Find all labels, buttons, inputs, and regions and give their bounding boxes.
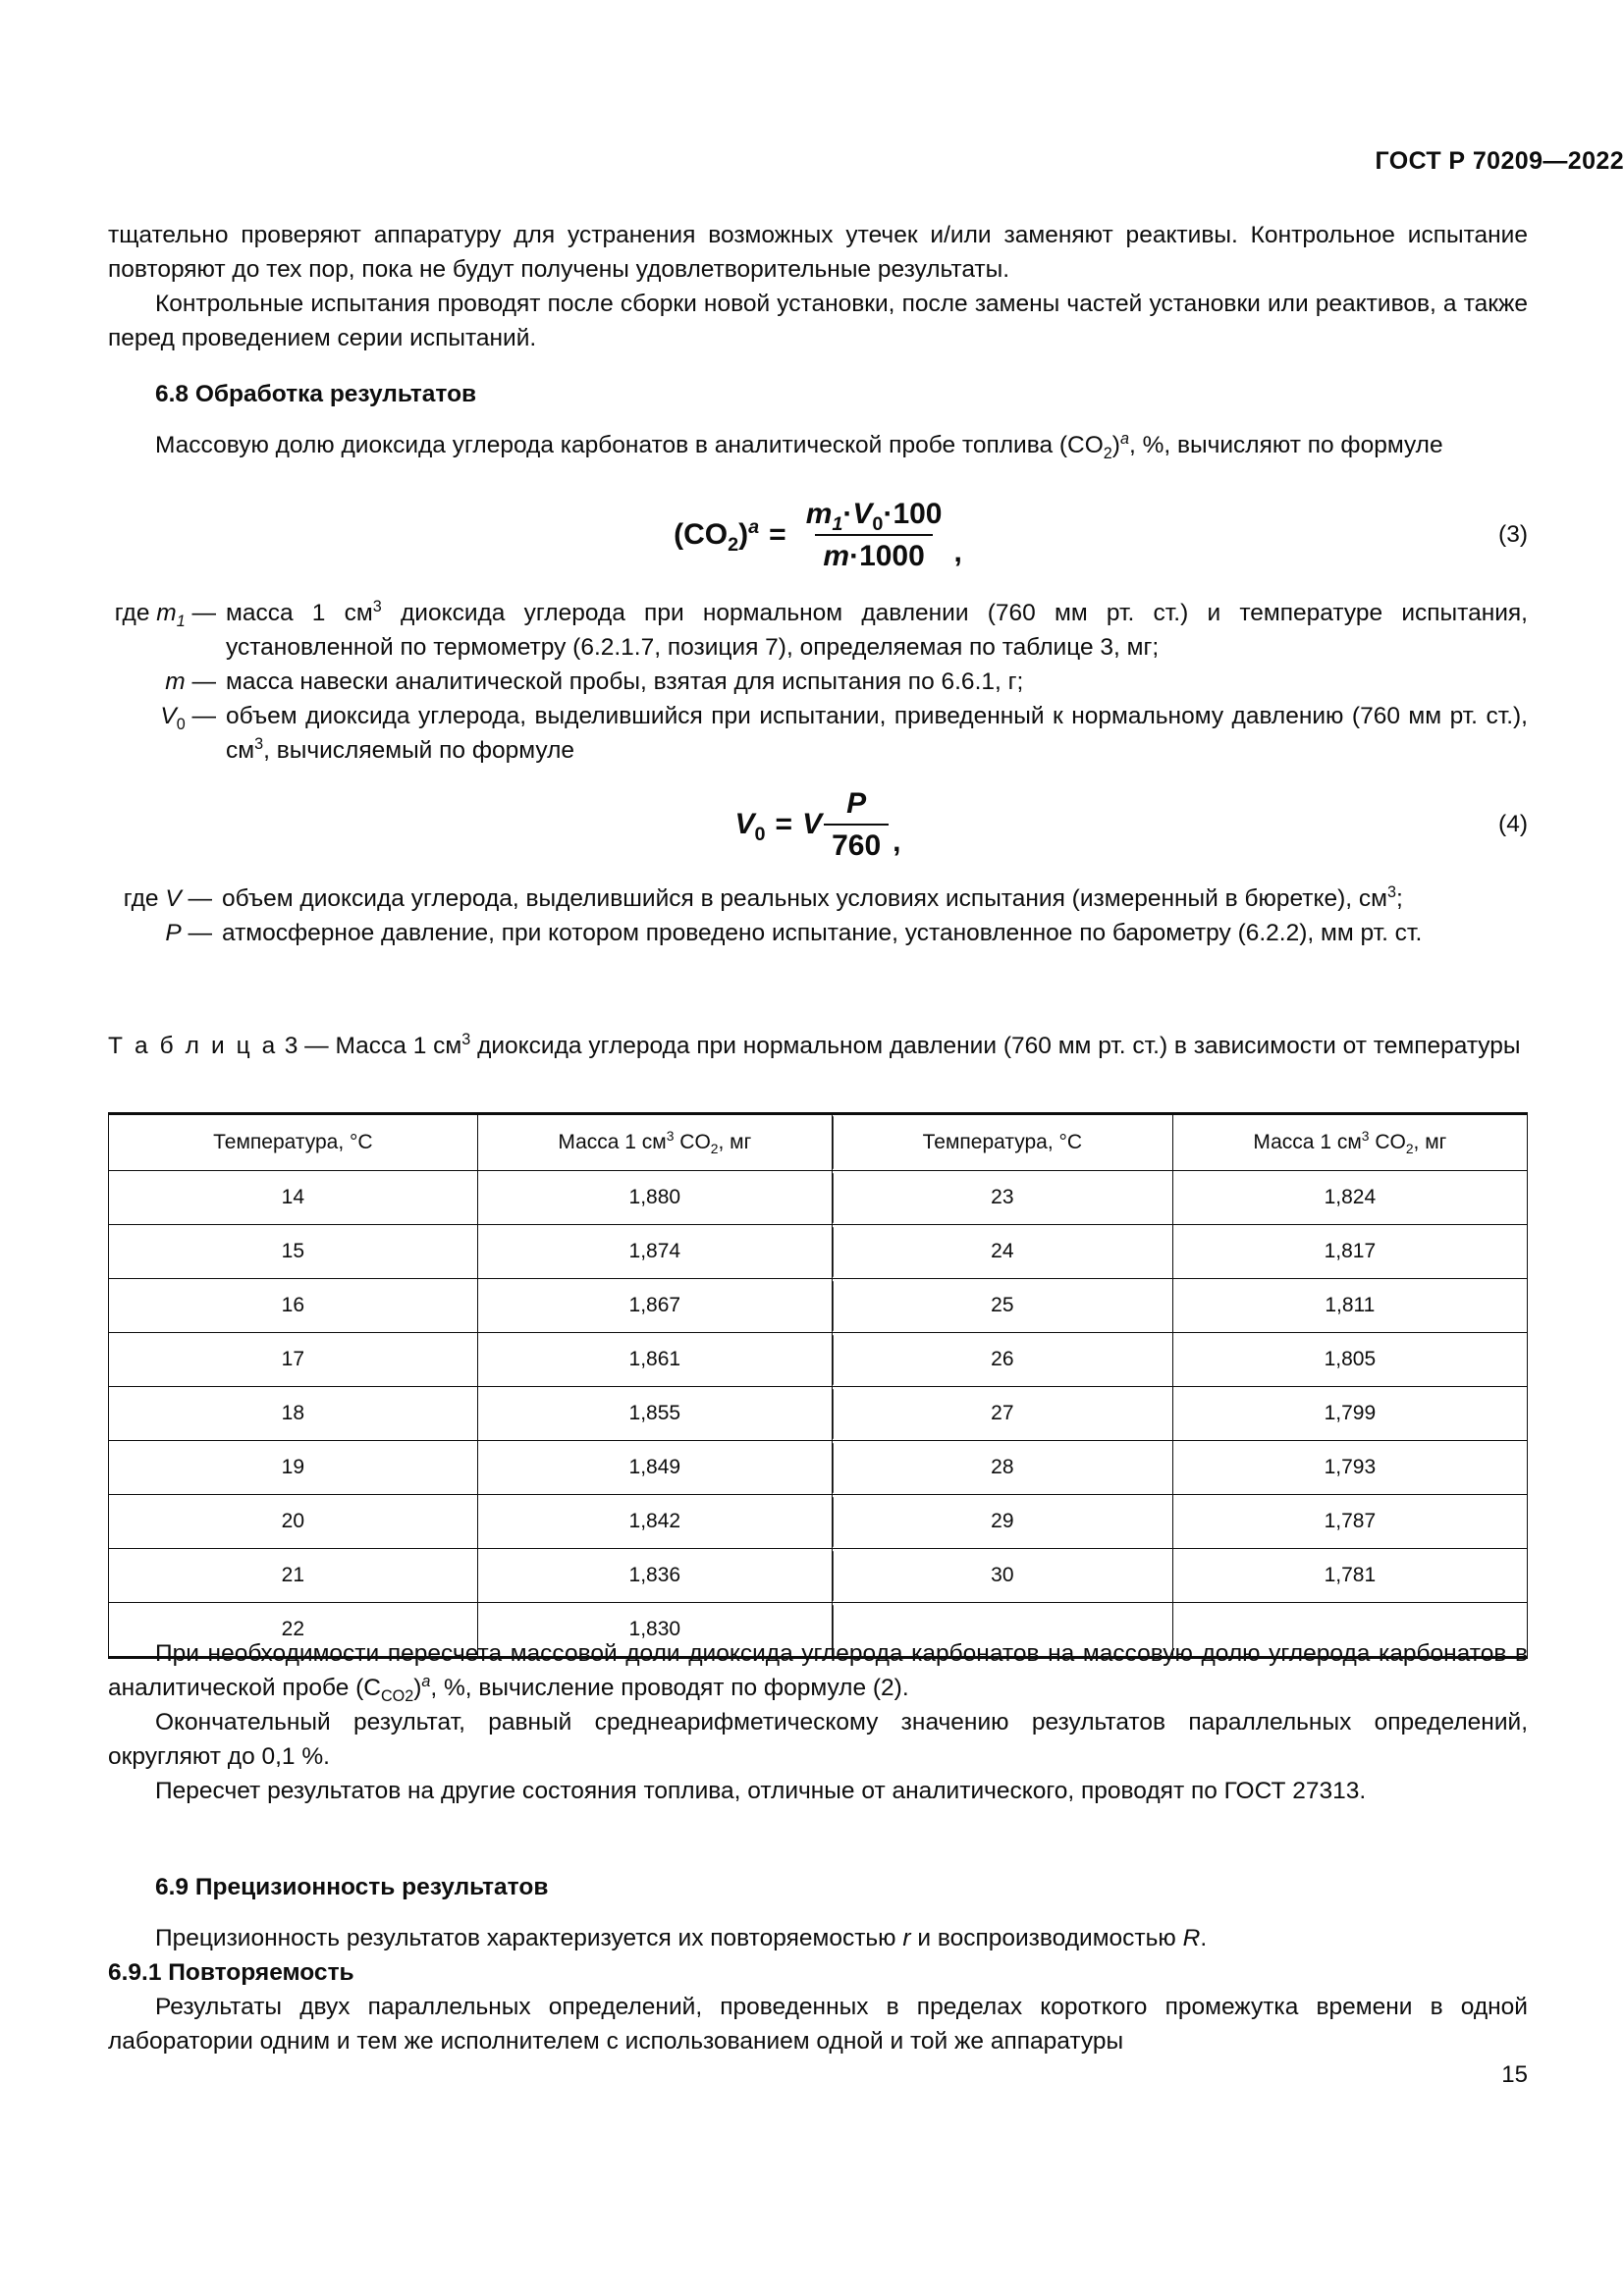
after-table-paragraph-2-block bbox=[108, 1705, 1528, 1774]
table-column-header-temperature-1: Температура, °C bbox=[109, 1114, 478, 1171]
table-cell-mass: 1,817 bbox=[1172, 1225, 1527, 1279]
formula-4-numerator: P bbox=[846, 786, 867, 820]
formula-3-number: (3) bbox=[1498, 521, 1528, 548]
table-column-header-mass-1: Масса 1 $см^3$ $CO_2$, мг bbox=[477, 1114, 832, 1171]
definition-term: где V — bbox=[123, 885, 212, 912]
table-cell-mass: 1,855 bbox=[477, 1387, 832, 1441]
definition-term: P — bbox=[165, 920, 212, 946]
formula-3-expression bbox=[674, 498, 962, 573]
section-6-9-1-heading-block bbox=[108, 1955, 1528, 1990]
definition-item bbox=[108, 699, 1528, 768]
table-cell-temperature: 21 bbox=[109, 1549, 478, 1603]
table-cell-temperature: 27 bbox=[832, 1387, 1172, 1441]
definition-item bbox=[108, 596, 1528, 665]
table-cell-mass: 1,849 bbox=[477, 1441, 832, 1495]
formula-3-trailing-comma: , bbox=[953, 535, 962, 568]
table-cell-mass: 1,842 bbox=[477, 1495, 832, 1549]
definition-item bbox=[108, 665, 1528, 699]
table-row bbox=[109, 1279, 1528, 1333]
intro-paragraph-1-block bbox=[108, 218, 1528, 287]
after-table-paragraph-3-block bbox=[108, 1774, 1528, 1808]
section-6-9-lead-text: Прецизионность результатов характеризуется их повторяемостью r и воспроизводимостью R. bbox=[155, 1925, 1208, 1951]
table-cell-temperature: 19 bbox=[109, 1441, 478, 1495]
table-3-wrapper bbox=[108, 1112, 1528, 1659]
page-number: 15 bbox=[1501, 2061, 1528, 2088]
table-caption-dash: — bbox=[304, 1033, 329, 1059]
formula-3-definitions bbox=[108, 596, 1528, 768]
table-cell-mass: 1,861 bbox=[477, 1333, 832, 1387]
table-column-header-mass-2: Масса 1 $см^3$ $CO_2$, мг bbox=[1172, 1114, 1527, 1171]
table-cell-mass: 1,830 bbox=[477, 1603, 832, 1658]
intro-paragraph-2: Контрольные испытания проводят после сборки новой установки, после замены частей установки или реактивов, а также перед проведением серии испытаний. bbox=[108, 291, 1528, 351]
table-cell-mass: 1,880 bbox=[477, 1171, 832, 1225]
table-cell-mass: 1,787 bbox=[1172, 1495, 1527, 1549]
table-caption-superscript: 3 bbox=[461, 1030, 471, 1048]
section-6-9-heading-block bbox=[108, 1870, 1528, 1904]
table-row bbox=[109, 1387, 1528, 1441]
table-cell-temperature: 26 bbox=[832, 1333, 1172, 1387]
table-caption-label: Т а б л и ц а bbox=[108, 1033, 278, 1059]
table-row bbox=[109, 1171, 1528, 1225]
table-caption-number: 3 bbox=[284, 1033, 298, 1059]
table-cell-temperature: 24 bbox=[832, 1225, 1172, 1279]
lead-subscript: 2 bbox=[1103, 444, 1112, 462]
formula-4-definitions bbox=[108, 881, 1528, 950]
section-6-9-lead-block bbox=[108, 1921, 1528, 1955]
table-caption-text-1: Масса 1 см bbox=[335, 1033, 462, 1059]
table-cell-temperature: 28 bbox=[832, 1441, 1172, 1495]
section-6-8-heading-block bbox=[108, 377, 1528, 411]
table-body bbox=[109, 1171, 1528, 1658]
table-cell-temperature: 29 bbox=[832, 1495, 1172, 1549]
formula-3-lhs: $(CO_2)^a$ bbox=[674, 516, 760, 556]
table-cell-mass: 1,867 bbox=[477, 1279, 832, 1333]
section-6-8-lead-block bbox=[108, 428, 1528, 462]
formula-3-equals: = bbox=[769, 518, 786, 551]
section-6-9-1-paragraph: Результаты двух параллельных определений, проведенных в пределах короткого промежутка времени в одной лаборатории одним и тем же исполнителем с использованием одной и той же аппаратуры bbox=[108, 1994, 1528, 2055]
document-header-standard-number: ГОСТ Р 70209—2022 bbox=[1375, 147, 1624, 175]
table-cell-temperature: 30 bbox=[832, 1549, 1172, 1603]
table-cell-mass: 1,811 bbox=[1172, 1279, 1527, 1333]
section-6-9-1-paragraph-block bbox=[108, 1990, 1528, 2058]
table-cell-temperature: 22 bbox=[109, 1603, 478, 1658]
after-table-paragraph-3: Пересчет результатов на другие состояния топлива, отличные от аналитического, проводят по ГОСТ 27313. bbox=[155, 1778, 1367, 1804]
table-cell-mass: 1,805 bbox=[1172, 1333, 1527, 1387]
after-table-paragraph-1-block bbox=[108, 1636, 1528, 1705]
formula-4-expression bbox=[735, 787, 901, 863]
table-3 bbox=[108, 1112, 1528, 1659]
section-6-9-1-heading: 6.9.1 Повторяемость bbox=[108, 1959, 354, 1986]
definition-term: m — bbox=[165, 668, 216, 695]
table-row bbox=[109, 1549, 1528, 1603]
table-cell-temperature: 18 bbox=[109, 1387, 478, 1441]
table-3-caption bbox=[108, 1029, 1528, 1063]
formula-4-trailing-comma: , bbox=[893, 825, 901, 858]
table-cell-temperature: 16 bbox=[109, 1279, 478, 1333]
table-row bbox=[109, 1225, 1528, 1279]
definition-item bbox=[108, 916, 1528, 950]
section-6-8-lead-text: Массовую долю диоксида углерода карбонатов в аналитической пробе топлива $(CO_2)^a$, %, вычисляют по формуле bbox=[155, 429, 1443, 462]
lead-superscript: a bbox=[1119, 429, 1129, 448]
section-6-9-heading: 6.9 Прецизионность результатов bbox=[155, 1874, 549, 1900]
lead-text-after: , %, вычисляют по формуле bbox=[1128, 432, 1443, 458]
intro-paragraph-1: тщательно проверяют аппаратуру для устранения возможных утечек и/или заменяют реактивы. Контрольное испытание повторяют до тех пор, пока не будут получены удовлетворительные результаты. bbox=[108, 222, 1528, 283]
definition-description: масса навески аналитической пробы, взятая для испытания по 6.6.1, г; bbox=[226, 668, 1024, 695]
table-cell-temperature: 20 bbox=[109, 1495, 478, 1549]
table-column-header-temperature-2: Температура, °C bbox=[832, 1114, 1172, 1171]
table-row bbox=[109, 1333, 1528, 1387]
section-6-8-heading: 6.8 Обработка результатов bbox=[155, 381, 477, 407]
formula-4-number: (4) bbox=[1498, 811, 1528, 837]
table-cell-temperature: 25 bbox=[832, 1279, 1172, 1333]
table-cell-mass: 1,874 bbox=[477, 1225, 832, 1279]
table-cell-temperature: 15 bbox=[109, 1225, 478, 1279]
formula-4-rhs-v: V bbox=[802, 808, 823, 840]
definition-description: атмосферное давление, при котором проведено испытание, установленное по барометру (6.2.2), мм рт. ст. bbox=[222, 920, 1423, 946]
after-table-paragraph-2: Окончательный результат, равный среднеарифметическому значению результатов параллельных определений, округляют до 0,1 %. bbox=[108, 1709, 1528, 1770]
formula-4-lhs: $V_0$ bbox=[734, 808, 766, 845]
definition-description: объем диоксида углерода, выделившийся при испытании, приведенный к нормальному давлению (760 мм рт. ст.), $см^3$, вычисляемый по формуле bbox=[226, 703, 1528, 764]
table-row bbox=[109, 1495, 1528, 1549]
table-cell-temperature: 14 bbox=[109, 1171, 478, 1225]
table-header-row bbox=[109, 1114, 1528, 1171]
definition-term: где $m_1$ — bbox=[114, 600, 216, 630]
lead-text-before: Массовую долю диоксида углерода карбонатов в аналитической пробе топлива (CO bbox=[155, 432, 1104, 458]
formula-3-fraction bbox=[798, 498, 950, 573]
formula-3-denominator: m·1000 bbox=[815, 534, 932, 573]
table-cell-mass: 1,824 bbox=[1172, 1171, 1527, 1225]
table-cell-mass: 1,781 bbox=[1172, 1549, 1527, 1603]
table-cell-mass: 1,799 bbox=[1172, 1387, 1527, 1441]
table-row bbox=[109, 1441, 1528, 1495]
definition-term: $V_0$ — bbox=[160, 703, 216, 733]
table-cell-mass: 1,793 bbox=[1172, 1441, 1527, 1495]
table-cell-temperature: 23 bbox=[832, 1171, 1172, 1225]
formula-4-denominator: 760 bbox=[824, 824, 889, 863]
table-cell-temperature: 17 bbox=[109, 1333, 478, 1387]
formula-4-row bbox=[108, 785, 1528, 864]
definition-description: масса 1 $см^3$ диоксида углерода при нормальном давлении (760 мм рт. ст.) и температуре испытания, установленной по термометру (6.2.1.7, позиция 7), определяемая по таблице 3, мг; bbox=[226, 597, 1528, 661]
intro-paragraph-2-block bbox=[108, 287, 1528, 355]
definition-item bbox=[108, 881, 1528, 916]
formula-4-equals: = bbox=[775, 808, 793, 840]
definition-description: объем диоксида углерода, выделившийся в реальных условиях испытания (измеренный в бюретке), $см^3$; bbox=[222, 882, 1403, 912]
table-caption-text-2: диоксида углерода при нормальном давлении (760 мм рт. ст.) в зависимости от температуры bbox=[470, 1033, 1521, 1059]
formula-3-row bbox=[108, 496, 1528, 574]
formula-4-fraction bbox=[824, 787, 889, 863]
after-table-paragraph-1: При необходимости пересчета массовой доли диоксида углерода карбонатов на массовую долю углерода карбонатов в аналитической пробе $(C_{CO2})^a$, %, вычисление проводят по формуле (2). bbox=[108, 1640, 1528, 1705]
table-cell-mass: 1,836 bbox=[477, 1549, 832, 1603]
formula-3-numerator: $m_1\cdot V_0\cdot 100$ bbox=[805, 497, 943, 535]
